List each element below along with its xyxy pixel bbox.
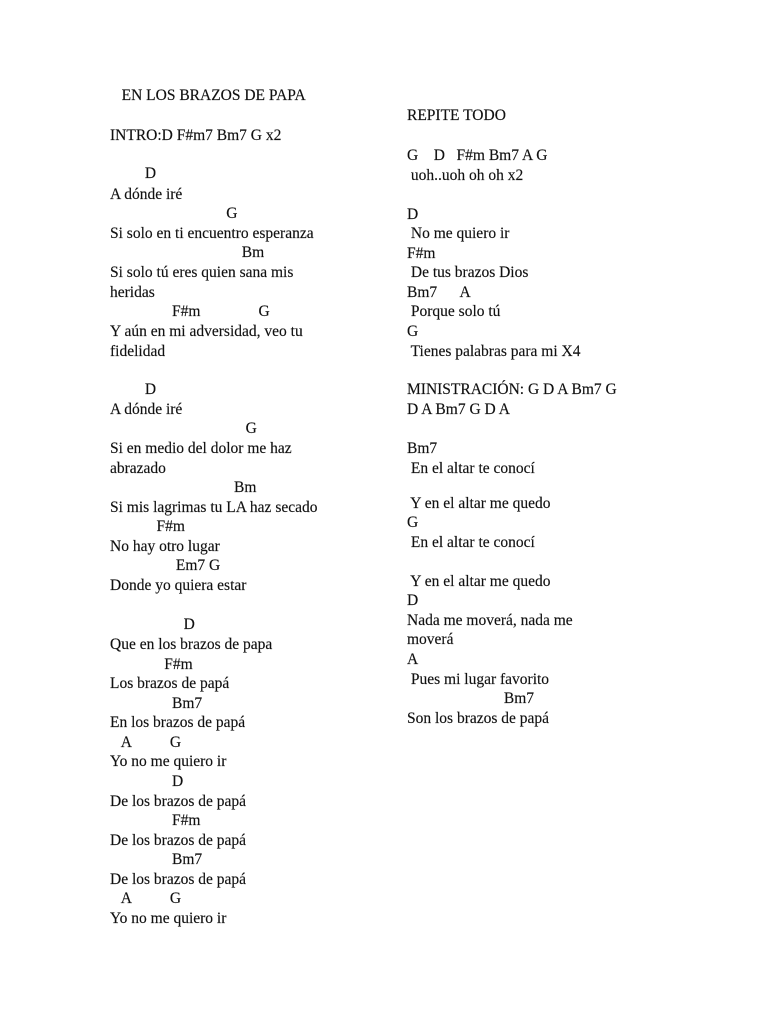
lyric-line: MINISTRACIÓN: G D A Bm7 G bbox=[407, 381, 617, 398]
lyric-line: Yo no me quiero ir bbox=[110, 753, 227, 770]
chord-line: G D F#m Bm7 A G bbox=[407, 147, 548, 164]
lyric-line: REPITE TODO bbox=[407, 107, 506, 124]
lyric-line: No hay otro lugar bbox=[110, 538, 220, 555]
lyric-line: Tienes palabras para mi X4 bbox=[407, 343, 581, 360]
chord-line: Bm7 bbox=[110, 695, 203, 712]
chord-line: G bbox=[407, 514, 419, 531]
lyric-line: Yo no me quiero ir bbox=[110, 910, 227, 927]
chord-line: Bm7 A bbox=[407, 284, 471, 301]
chord-line: F#m bbox=[110, 812, 201, 829]
lyric-line: No me quiero ir bbox=[407, 225, 510, 242]
chord-line: Bm7 bbox=[407, 440, 438, 457]
lyric-line: Si solo tú eres quien sana mis bbox=[110, 264, 294, 281]
chord-line: Em7 G bbox=[110, 557, 221, 574]
lyric-line: Son los brazos de papá bbox=[407, 710, 550, 727]
lyric-line: De los brazos de papá bbox=[110, 793, 247, 810]
lyric-line: Que en los brazos de papa bbox=[110, 636, 273, 653]
lyric-line: A dónde iré bbox=[110, 401, 183, 418]
chord-line: G bbox=[407, 323, 419, 340]
chord-line: Bm7 bbox=[407, 690, 535, 707]
lyric-line: fidelidad bbox=[110, 343, 166, 360]
chord-line: D bbox=[407, 592, 419, 609]
lyric-line: Y aún en mi adversidad, veo tu bbox=[110, 323, 303, 340]
lyric-line: En los brazos de papá bbox=[110, 714, 246, 731]
chord-line: F#m bbox=[110, 656, 193, 673]
chord-line: D bbox=[110, 773, 184, 790]
lyric-line: Si solo en ti encuentro esperanza bbox=[110, 225, 314, 242]
lyric-line: Si en medio del dolor me haz bbox=[110, 440, 292, 457]
lyric-line: En el altar te conocí bbox=[407, 460, 535, 477]
lyric-line: moverá bbox=[407, 631, 454, 648]
chord-line: G bbox=[110, 420, 257, 437]
lyric-line: Porque solo tú bbox=[407, 303, 501, 320]
lyric-line: Donde yo quiera estar bbox=[110, 577, 247, 594]
chord-line: A bbox=[407, 651, 419, 668]
chord-line: F#m bbox=[110, 518, 185, 535]
lyric-line: De tus brazos Dios bbox=[407, 264, 529, 281]
lyric-line: En el altar te conocí bbox=[407, 534, 535, 551]
lyric-line: uoh..uoh oh oh x2 bbox=[407, 167, 524, 184]
chord-line: A G bbox=[110, 734, 182, 751]
lyric-line: De los brazos de papá bbox=[110, 832, 247, 849]
chord-line: F#m bbox=[407, 245, 436, 262]
chord-line: D bbox=[110, 616, 195, 633]
lyric-line: INTRO:D F#m7 Bm7 G x2 bbox=[110, 127, 282, 144]
lyric-line: Pues mi lugar favorito bbox=[407, 671, 550, 688]
lyric-line: heridas bbox=[110, 284, 155, 301]
chord-line: D bbox=[110, 165, 157, 182]
chord-line: Bm bbox=[110, 479, 257, 496]
chord-line: D bbox=[110, 381, 157, 398]
chord-line: G bbox=[110, 205, 238, 222]
chord-line: Bm bbox=[110, 244, 265, 261]
chord-line: A G bbox=[110, 890, 182, 907]
chord-line: D bbox=[407, 206, 419, 223]
lyric-line: EN LOS BRAZOS DE PAPA bbox=[110, 87, 306, 104]
lyric-line: A dónde iré bbox=[110, 186, 183, 203]
lyric-line: Y en el altar me quedo bbox=[407, 495, 551, 512]
lyric-line: abrazado bbox=[110, 460, 166, 477]
lyric-line: Los brazos de papá bbox=[110, 675, 230, 692]
chord-line: D A Bm7 G D A bbox=[407, 401, 510, 418]
lyric-line: Si mis lagrimas tu LA haz secado bbox=[110, 499, 318, 516]
lyric-line: De los brazos de papá bbox=[110, 871, 247, 888]
lyric-line: Nada me moverá, nada me bbox=[407, 612, 573, 629]
chord-line: Bm7 bbox=[110, 851, 203, 868]
chord-line: F#m G bbox=[110, 303, 270, 320]
lyric-line: Y en el altar me quedo bbox=[407, 573, 551, 590]
